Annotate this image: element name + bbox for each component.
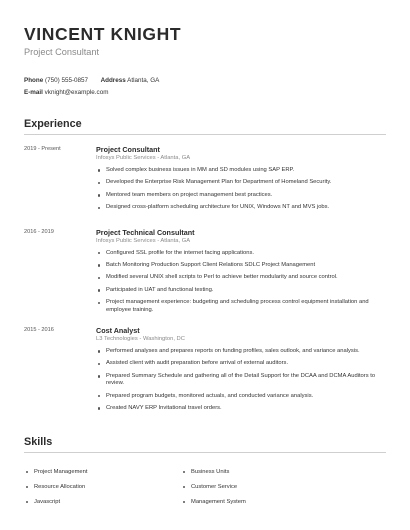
bullet-dot-icon: [98, 182, 100, 184]
skill-item: Javascript: [24, 497, 181, 508]
bullet-dot-icon: [98, 350, 100, 352]
bullet-dot-icon: [98, 169, 100, 171]
job-bullets: [96, 167, 386, 212]
job-bullet: Prepared program budgets, monitored actuals, and conducted variance analysis.: [96, 393, 386, 400]
job-bullet: Solved complex business issues in MM and SD modules using SAP ERP.: [96, 167, 386, 174]
bullet-dot-icon: [98, 395, 100, 397]
skill-item: Management System: [181, 497, 331, 508]
job-bullet: Developed the Enterprise Risk Management Plan for Department of Homeland Security.: [96, 179, 386, 186]
candidate-name: VINCENT KNIGHT: [24, 24, 182, 44]
job-bullet: Participated in UAT and functional testing.: [96, 287, 386, 294]
bullet-dot-icon: [98, 407, 100, 409]
bullet-dot-icon: [98, 277, 100, 279]
skill-item: Resource Allocation: [24, 482, 181, 493]
job-company: Infosys Public Services - Atlanta, GA: [96, 155, 191, 161]
job-bullet: Created NAVY ERP Invitational travel orders.: [96, 405, 386, 412]
contact-info: [24, 75, 386, 99]
candidate-title: Project Consultant: [24, 47, 100, 57]
bullet-dot-icon: [98, 264, 100, 266]
job-title: Cost Analyst: [96, 326, 140, 336]
bullet-dot-icon: [183, 486, 185, 488]
experience-heading: Experience: [24, 118, 82, 130]
job-dates: 2019 - Present: [24, 146, 61, 152]
bullet-dot-icon: [98, 375, 100, 377]
bullet-dot-icon: [98, 289, 100, 291]
skill-item: Business Units: [181, 467, 331, 478]
job-title: Project Technical Consultant: [96, 227, 195, 237]
job-bullet: Designed cross-platform scheduling architecture for UNIX, Windows NT and MVS jobs.: [96, 204, 386, 211]
job-bullet: Modified several UNIX shell scripts to Perl to achieve better modularity and source control.: [96, 274, 386, 281]
skill-item: Project Management: [24, 467, 181, 478]
email-value: vknight@example.com: [44, 89, 109, 96]
job-dates: 2015 - 2016: [24, 327, 54, 334]
job-company: Infosys Public Services - Atlanta, GA: [96, 237, 191, 244]
job-entry: [24, 145, 386, 212]
email-label: E-mail: [24, 89, 43, 96]
phone-value: (750) 555-0857: [45, 77, 89, 84]
skills-section: [24, 435, 386, 508]
bullet-dot-icon: [183, 471, 185, 473]
job-bullet: Configured SSL profile for the internet facing applications.: [96, 250, 386, 257]
skill-item: Customer Service: [181, 482, 331, 493]
job-entry: [24, 228, 386, 314]
bullet-dot-icon: [98, 363, 100, 365]
address-label: Address: [100, 77, 126, 84]
job-bullet: Prepared Summary Schedule and gathering all of the Detail Support for the DCAA and DCMA Auditors to review.: [96, 373, 386, 388]
job-bullet: Performed analyses and prepares reports on funding profiles, sales outlook, and variance analysis.: [96, 348, 386, 355]
job-bullet: Mentored team members on project management best practices.: [96, 192, 386, 199]
job-bullets: [96, 348, 386, 412]
skills-heading: Skills: [24, 435, 53, 448]
bullet-dot-icon: [98, 194, 100, 196]
address-value: Atlanta, GA: [127, 77, 160, 84]
experience-divider: [24, 134, 386, 135]
phone-label: Phone: [24, 77, 44, 84]
job-bullet: Project management experience: budgeting and scheduling process control equipment installation and employee training.: [96, 299, 386, 314]
job-entry: [24, 326, 386, 412]
bullet-dot-icon: [98, 207, 100, 209]
job-bullet: Batch Monitoring Production Support Client Relations SDLC Project Management: [96, 262, 386, 269]
bullet-dot-icon: [26, 486, 28, 488]
bullet-dot-icon: [98, 252, 100, 254]
experience-section: [24, 117, 386, 413]
skills-list: [24, 467, 386, 508]
job-title: Project Consultant: [96, 145, 160, 154]
job-company: L3 Technologies - Washington, DC: [96, 336, 185, 343]
job-bullet: Assisted client with audit preparation before arrival of external auditors.: [96, 360, 386, 367]
job-bullets: [96, 250, 386, 314]
skills-divider: [24, 452, 386, 453]
contact-row-2: [24, 87, 386, 99]
bullet-dot-icon: [98, 302, 100, 304]
bullet-dot-icon: [26, 501, 28, 503]
job-dates: 2016 - 2019: [24, 228, 54, 235]
bullet-dot-icon: [26, 471, 28, 473]
contact-row-1: [24, 75, 386, 87]
bullet-dot-icon: [183, 501, 185, 503]
